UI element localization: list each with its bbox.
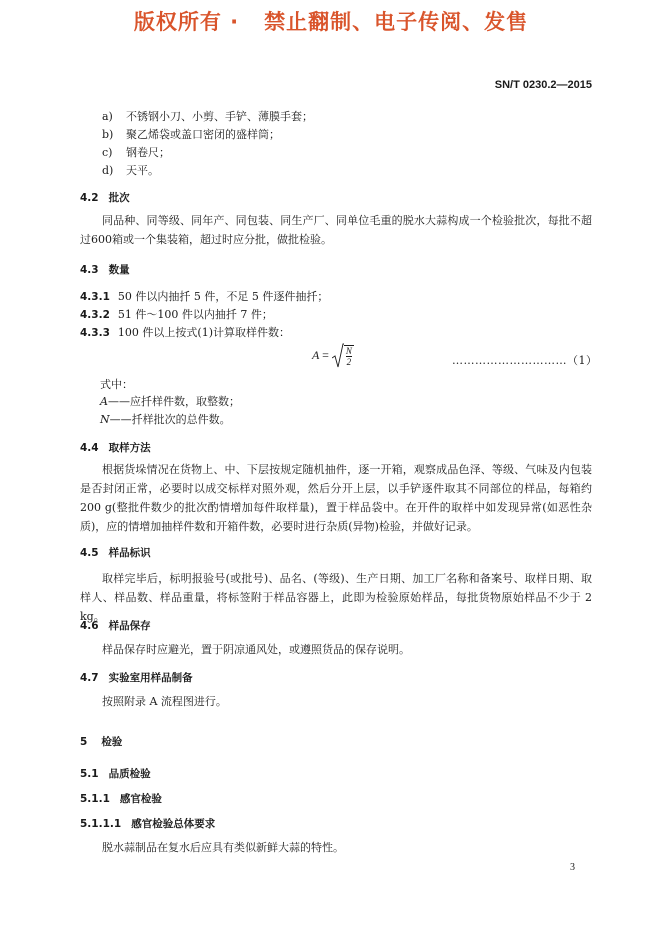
- section-title: 取样方法: [108, 442, 151, 454]
- formula: [312, 343, 354, 369]
- section-heading-5-1-1-1: [80, 816, 215, 831]
- formula-fraction: [344, 345, 354, 367]
- section-paragraph-5-1-1-1: 脱水蒜制品在复水后应具有类似新鲜大蒜的特性。: [102, 841, 344, 854]
- where-symbol: N: [100, 413, 110, 426]
- copyright-watermark: 版权所有 · 禁止翻制、电子传阅、发售: [133, 10, 529, 34]
- list-item: [102, 126, 280, 142]
- where-text: ——应扦样件数，取整数；: [107, 395, 240, 408]
- section-number: 4.3: [80, 264, 99, 276]
- section-heading-5-1-1: [80, 791, 162, 806]
- section-title: 批次: [108, 192, 130, 204]
- section-heading-4-5: [80, 545, 151, 560]
- sqrt-sign-icon: [332, 343, 344, 369]
- list-label: c): [102, 146, 113, 159]
- where-item: [100, 395, 240, 409]
- section-paragraph-4-4: 根据货垛情况在货物上、中、下层按规定随机抽件，逐一开箱，观察成品色泽、等级、气味及内包装是否封闭正常，必要时以成交标样对照外观，然后分开上层，以手铲逐件取其不同部位的样品，每箱约200 g(整批件数少的批次酌情增加每件取样量)，置于样品袋中。在开件的取样中如发现异常(如恶性杂质)，应的情增加抽样件数和开箱件数，必要时进行杂质(异物)检验，并做好记录。: [80, 463, 592, 533]
- where-label: 式中：: [100, 378, 133, 391]
- section-title: 检验: [101, 736, 123, 748]
- subsection-text: 51 件～100 件以内抽扦 7 件；: [117, 308, 273, 321]
- section-number: 5.1.1: [80, 793, 110, 805]
- section-title: 数量: [108, 264, 130, 276]
- list-label: a): [102, 110, 113, 123]
- section-heading-5: [80, 734, 122, 749]
- section-heading-4-2: [80, 190, 130, 205]
- section-paragraph-4-2: 同品种、同等级、同年产、同包装、同生产厂、同单位毛重的脱水大蒜构成一个检验批次，每批不超过600箱或一个集装箱，超过时应分批，做批检验。: [80, 214, 592, 246]
- section-number: 5: [80, 736, 88, 748]
- section-paragraph-4-7: 按照附录 A 流程图进行。: [102, 695, 227, 708]
- list-item: [102, 144, 170, 160]
- section-number: 4.4: [80, 442, 99, 454]
- section-paragraph-4-5: 取样完毕后，标明报验号(或批号)、品名、(等级)、生产日期、加工厂名称和备案号、取样日期、取样人、样品数、样品重量，将标签附于样品容器上，此即为检验原始样品，每批货物原始样品不少于 2 kg。: [80, 572, 592, 623]
- section-title: 样品标识: [108, 547, 151, 559]
- subsection-text: 100 件以上按式(1)计算取样件数：: [117, 326, 290, 339]
- section-heading-4-6: [80, 618, 151, 633]
- standard-number: SN/T 0230.2—2015: [494, 79, 592, 91]
- section-heading-4-7: [80, 670, 193, 685]
- subsection-text: 50 件以内抽扦 5 件，不足 5 件逐件抽扦；: [117, 290, 329, 303]
- formula-denominator: 2: [346, 357, 352, 367]
- where-item: [100, 413, 231, 427]
- subsection-4-3-3: [80, 324, 290, 340]
- formula-equals: =: [322, 347, 329, 362]
- section-heading-5-1: [80, 766, 151, 781]
- section-title: 实验室用样品制备: [108, 672, 193, 684]
- subsection-number: 4.3.3: [80, 327, 110, 339]
- section-number: 4.7: [80, 672, 99, 684]
- list-item: [102, 108, 313, 124]
- list-text: 天平。: [126, 164, 159, 177]
- section-heading-4-4: [80, 440, 151, 455]
- list-text: 不锈钢小刀、小剪、手铲、薄膜手套；: [126, 110, 313, 123]
- subsection-4-3-1: [80, 288, 328, 304]
- formula-lhs: A: [312, 347, 320, 362]
- section-title: 样品保存: [108, 620, 151, 632]
- list-text: 聚乙烯袋或盖口密闭的盛样筒；: [126, 128, 280, 141]
- section-paragraph-4-6: 样品保存时应避光，置于阴凉通风处，或遵照货品的保存说明。: [102, 643, 410, 656]
- subsection-number: 4.3.2: [80, 309, 110, 321]
- equation-number: …………………………（1）: [452, 354, 598, 367]
- list-label: d): [102, 164, 114, 177]
- page-number: 3: [570, 862, 575, 873]
- section-number: 4.2: [80, 192, 99, 204]
- section-title: 感官检验总体要求: [131, 818, 216, 830]
- section-number: 4.6: [80, 620, 99, 632]
- section-title: 品质检验: [108, 768, 151, 780]
- section-number: 4.5: [80, 547, 99, 559]
- section-number: 5.1: [80, 768, 99, 780]
- formula-numerator: N: [345, 346, 352, 356]
- section-title: 感官检验: [119, 793, 162, 805]
- where-symbol: A: [100, 395, 108, 408]
- section-heading-4-3: [80, 262, 130, 277]
- list-text: 钢卷尺；: [126, 146, 170, 159]
- where-text: ——扦样批次的总件数。: [109, 413, 231, 426]
- list-label: b): [102, 128, 114, 141]
- section-number: 5.1.1.1: [80, 818, 122, 830]
- subsection-4-3-2: [80, 306, 273, 322]
- subsection-number: 4.3.1: [80, 291, 110, 303]
- list-item: [102, 162, 159, 178]
